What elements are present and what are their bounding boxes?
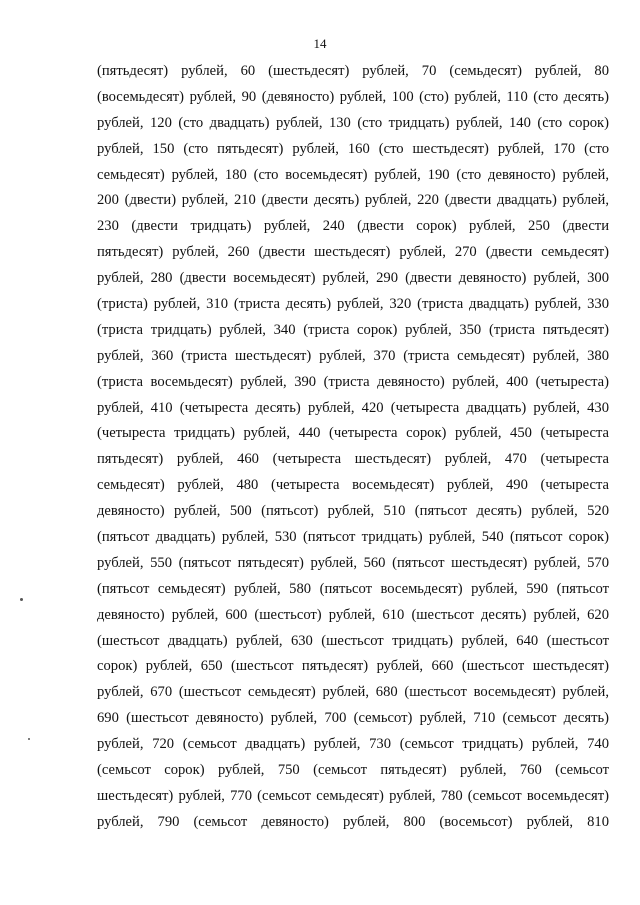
text-line: девяносто) рублей, 500 (пятьсот) рублей, 510 (пятьсот десять) рублей, 520 <box>97 503 609 520</box>
text-line: 690 (шестьсот девяносто) рублей, 700 (семьсот) рублей, 710 (семьсот десять) <box>97 710 609 727</box>
text-line: (триста восемьдесят) рублей, 390 (триста девяносто) рублей, 400 (четыреста) <box>97 373 609 390</box>
text-line: рублей, 790 (семьсот девяносто) рублей, 800 (восемьсот) рублей, 810 <box>97 813 609 830</box>
text-line: (четыреста тридцать) рублей, 440 (четыреста сорок) рублей, 450 (четыреста <box>97 425 609 442</box>
scan-speck <box>20 598 23 601</box>
text-line: рублей, 410 (четыреста десять) рублей, 420 (четыреста двадцать) рублей, 430 <box>97 399 609 416</box>
text-line: (пятьсот двадцать) рублей, 530 (пятьсот тридцать) рублей, 540 (пятьсот сорок) <box>97 529 609 546</box>
text-line: (шестьсот двадцать) рублей, 630 (шестьсот тридцать) рублей, 640 (шестьсот <box>97 632 609 649</box>
text-line: рублей, 670 (шестьсот семьдесят) рублей, 680 (шестьсот восемьдесят) рублей, <box>97 684 609 701</box>
text-line: семьдесят) рублей, 480 (четыреста восемьдесят) рублей, 490 (четыреста <box>97 477 609 494</box>
text-line: шестьдесят) рублей, 770 (семьсот семьдесят) рублей, 780 (семьсот восемьдесят) <box>97 787 609 804</box>
text-line: девяносто) рублей, 600 (шестьсот) рублей, 610 (шестьсот десять) рублей, 620 <box>97 606 609 623</box>
scan-speck <box>28 738 30 740</box>
text-line: рублей, 550 (пятьсот пятьдесят) рублей, 560 (пятьсот шестьдесят) рублей, 570 <box>97 554 609 571</box>
page-number: 14 <box>313 36 327 51</box>
text-line: пятьдесят) рублей, 260 (двести шестьдесят) рублей, 270 (двести семьдесят) <box>97 244 609 261</box>
text-line: рублей, 280 (двести восемьдесят) рублей, 290 (двести девяносто) рублей, 300 <box>97 270 609 287</box>
text-line: (восемьдесят) рублей, 90 (девяносто) рублей, 100 (сто) рублей, 110 (сто десять) <box>97 88 609 105</box>
text-line: семьдесят) рублей, 180 (сто восемьдесят) рублей, 190 (сто девяносто) рублей, <box>97 166 609 183</box>
text-line: рублей, 720 (семьсот двадцать) рублей, 730 (семьсот тридцать) рублей, 740 <box>97 736 609 753</box>
text-line: (триста тридцать) рублей, 340 (триста сорок) рублей, 350 (триста пятьдесят) <box>97 321 609 338</box>
text-line: (семьсот сорок) рублей, 750 (семьсот пятьдесят) рублей, 760 (семьсот <box>97 762 609 779</box>
text-line: (триста) рублей, 310 (триста десять) рублей, 320 (триста двадцать) рублей, 330 <box>97 296 609 313</box>
text-line: (пятьдесят) рублей, 60 (шестьдесят) рублей, 70 (семьдесят) рублей, 80 <box>97 63 609 79</box>
text-line: сорок) рублей, 650 (шестьсот пятьдесят) рублей, 660 (шестьсот шестьдесят) <box>97 658 609 675</box>
text-line: рублей, 360 (триста шестьдесят) рублей, 370 (триста семьдесят) рублей, 380 <box>97 347 609 364</box>
text-line: пятьдесят) рублей, 460 (четыреста шестьдесят) рублей, 470 (четыреста <box>97 451 609 468</box>
body-text <box>97 59 609 836</box>
text-line: рублей, 150 (сто пятьдесят) рублей, 160 (сто шестьдесят) рублей, 170 (сто <box>97 140 609 157</box>
text-line: рублей, 120 (сто двадцать) рублей, 130 (сто тридцать) рублей, 140 (сто сорок) <box>97 114 609 131</box>
text-line: 230 (двести тридцать) рублей, 240 (двести сорок) рублей, 250 (двести <box>97 218 609 235</box>
text-line: 200 (двести) рублей, 210 (двести десять) рублей, 220 (двести двадцать) рублей, <box>97 192 609 209</box>
text-line: (пятьсот семьдесят) рублей, 580 (пятьсот восемьдесят) рублей, 590 (пятьсот <box>97 580 609 597</box>
